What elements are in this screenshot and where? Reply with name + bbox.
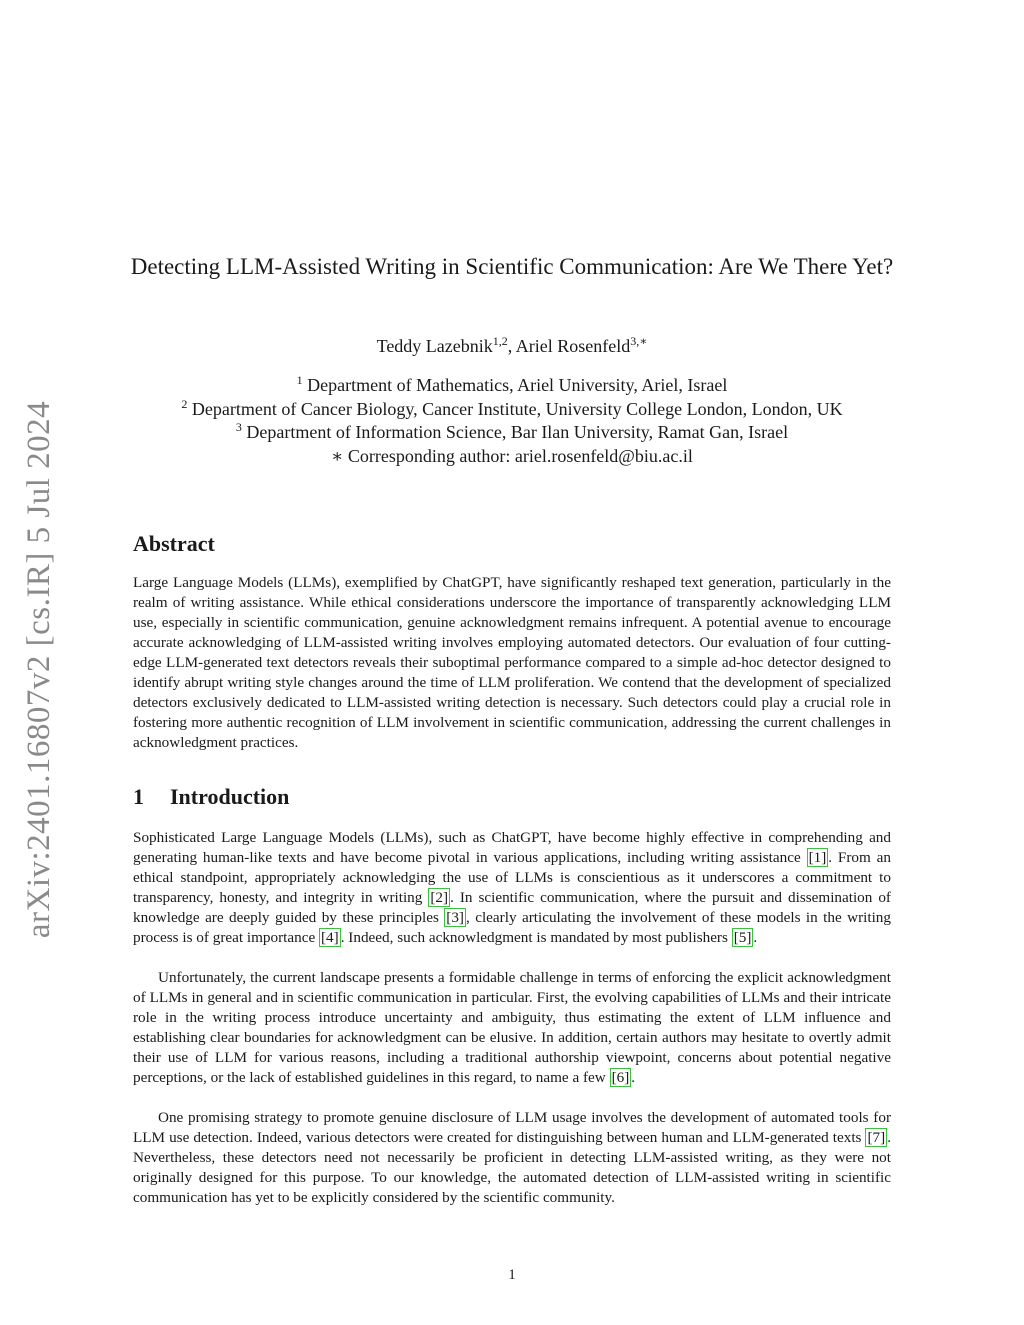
paragraph-text: Unfortunately, the current landscape presents a formidable challenge in terms of enforcing the explicit acknowledgment of LLMs in general and in scientific communication in particular. First, the evolving capabilities of LLMs and their intricate role in the writing process introduce uncertainty and ambiguity, thus estimating the extent of LLM influence and establishing clear boundaries for acknowledgment can be elusive. In addition, certain authors may hesitate to overtly admit their use of LLM for various reasons, including a traditional authorship viewpoint, concerns about potential negative perceptions, or the lack of established guidelines in this regard, to name a few <box>133 969 891 1086</box>
corresponding-mark: ∗ <box>331 445 344 466</box>
paragraph-text: . In scientific communication, where the pursuit and dissemination of knowledge are deeply guided by these principles <box>133 889 891 926</box>
arxiv-identifier <box>16 384 64 954</box>
affiliation-line <box>128 374 896 398</box>
affiliation-line <box>128 398 896 422</box>
paragraph-text: One promising strategy to promote genuine disclosure of LLM usage involves the development of automated tools for LLM use detection. Indeed, various detectors were created for distinguishing between human and LLM-generated texts <box>133 1109 891 1146</box>
affiliation-text: Department of Mathematics, Ariel University, Ariel, Israel <box>307 375 728 395</box>
author-list <box>128 334 896 358</box>
section-title: Introduction <box>170 784 290 809</box>
corresponding-author-text: Corresponding author: ariel.rosenfeld@biu.ac.il <box>347 445 693 466</box>
paper-title: Detecting LLM-Assisted Writing in Scientific Communication: Are We There Yet? <box>130 254 894 279</box>
corresponding-author-line <box>128 445 896 469</box>
citation-link[interactable]: [6] <box>611 1069 630 1086</box>
paragraph-text: . Nevertheless, these detectors need not necessarily be proficient in detecting LLM-assisted writing, as they were not originally designed for this purpose. To our knowledge, the automated detection of LLM-assisted writing in scientific communication has yet to be explicitly considered by the scientific community. <box>133 1129 891 1206</box>
paragraph-text: Sophisticated Large Language Models (LLMs), such as ChatGPT, have become highly effective in comprehending and generating human-like texts and have become pivotal in various applications, including writing assistance <box>133 829 891 866</box>
intro-paragraph-1 <box>133 828 891 948</box>
author-affiliation-mark: 1,2 <box>492 334 508 348</box>
affiliation-text: Department of Information Science, Bar Ilan University, Ramat Gan, Israel <box>246 422 789 442</box>
section-heading <box>133 784 289 810</box>
page-number: 1 <box>508 1267 516 1283</box>
citation-link[interactable]: [2] <box>430 889 449 906</box>
section-number: 1 <box>133 784 144 809</box>
citation-link[interactable]: [1] <box>808 849 827 866</box>
affiliation-mark: 1 <box>296 373 303 387</box>
affiliation-text: Department of Cancer Biology, Cancer Institute, University College London, London, UK <box>191 398 843 419</box>
arxiv-identifier-text: arXiv:2401.16807v2 [cs.IR] 5 Jul 2024 <box>21 400 58 938</box>
author-affiliation-mark: 3,∗ <box>630 334 648 348</box>
paragraph-text: . From an ethical standpoint, appropriately acknowledging the use of LLMs is conscientious as it underscores a commitment to transparency, honesty, and integrity in writing <box>133 849 892 906</box>
author-name: Ariel Rosenfeld <box>515 336 631 356</box>
affiliation-line <box>128 421 896 445</box>
citation-link[interactable]: [4] <box>320 929 339 946</box>
author-name: Teddy Lazebnik <box>376 336 493 356</box>
citation-link[interactable]: [7] <box>867 1129 886 1146</box>
paragraph-text: . <box>753 929 758 946</box>
affiliation-list <box>128 374 896 468</box>
intro-paragraph-3 <box>133 1108 891 1208</box>
abstract-text: Large Language Models (LLMs), exemplified by ChatGPT, have significantly reshaped text generation, particularly in the realm of writing assistance. While ethical considerations underscore the importance of transparently acknowledging LLM use, especially in scientific communication, genuine acknowledgment remains infrequent. A potential avenue to encourage accurate acknowledging of LLM-assisted writing involves employing automated detectors. Our evaluation of four cutting-edge LLM-generated text detectors reveals their suboptimal performance compared to a simple ad-hoc detector designed to identify abrupt writing style changes around the time of LLM proliferation. We contend that the development of specialized detectors exclusively dedicated to LLM-assisted writing detection is necessary. Such detectors could play a crucial role in fostering more authentic recognition of LLM involvement in scientific communication, addressing the current challenges in acknowledgment practices. <box>133 574 891 751</box>
author-separator: , <box>507 336 516 356</box>
intro-paragraph-2 <box>133 968 891 1088</box>
affiliation-mark: 3 <box>235 420 242 434</box>
abstract-heading: Abstract <box>133 531 215 556</box>
citation-link[interactable]: [3] <box>446 909 464 926</box>
paragraph-text: . <box>631 1069 636 1086</box>
paragraph-text: . Indeed, such acknowledgment is mandated by most publishers <box>340 929 732 946</box>
paragraph-text: , clearly articulating the involvement of these models in the writing process is of great importance <box>133 909 891 946</box>
affiliation-mark: 2 <box>181 396 188 411</box>
citation-link[interactable]: [5] <box>733 929 752 946</box>
